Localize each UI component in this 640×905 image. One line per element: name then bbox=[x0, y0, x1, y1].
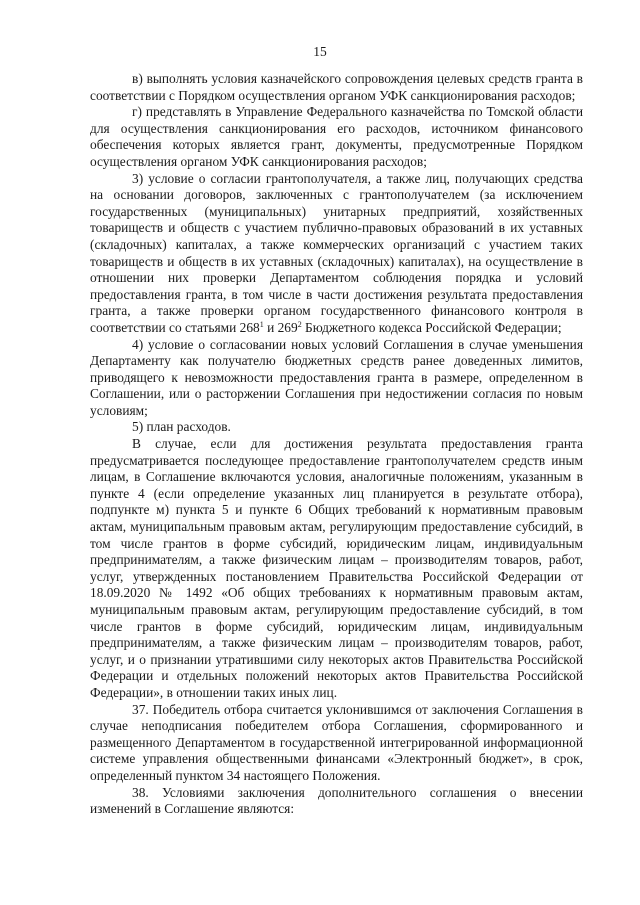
paragraph-g-submit-documents: г) представлять в Управление Федерального казначейства по Томской области для осуществления санкционирования его расходов, источником финансового обеспечения которых является грант, документы, предусмотренные Порядком осуществления органом УФК санкционирования расходов; bbox=[90, 104, 583, 169]
item3-text-start: 3) условие о согласии грантополучателя, а также лиц, получающих средства на основании договоров, заключенных с грантополучателем (за исключением государственных (муниципальных) унитарных предприятий, хозяйственных товариществ и обществ с участием публично-правовых образований в их уставных (складочных) капиталах, а также коммерческих организаций с участием таких товариществ и обществ в их уставных (складочных) капиталах), на осуществление в отношении них проверки Департаментом соблюдения порядка и условий предоставления гранта, в том числе в части достижения результата предоставления гранта, а также проверки органом государственного финансового контроля в соответствии со статьями 268 bbox=[90, 170, 583, 335]
paragraph-37-evasion: 37. Победитель отбора считается уклонившимся от заключения Соглашения в случае неподписания победителем отбора Соглашения, сформированного и размещенного Департаментом в государственной интегрированной информационной системе управления общественными финансами «Электронный бюджет», в срок, определенный пунктом 34 настоящего Положения. bbox=[90, 701, 583, 783]
paragraph-5-expense-plan: 5) план расходов. bbox=[132, 419, 231, 435]
paragraph-38-amendment-conditions: 38. Условиями заключения дополнительного соглашения о внесении изменений в Соглашение являются: bbox=[90, 784, 583, 817]
item3-superscript-2: 2 bbox=[297, 319, 302, 329]
paragraph-v-treasury-support: в) выполнять условия казначейского сопровождения целевых средств гранта в соответствии с Порядком осуществления органом УФК санкционирования расходов; bbox=[90, 71, 583, 103]
item3-superscript-1: 1 bbox=[259, 319, 264, 329]
item3-text-middle: и 269 bbox=[263, 319, 298, 335]
paragraph-3-inspection-consent bbox=[90, 171, 583, 337]
paragraph-other-persons: В случае, если для достижения результата предоставления гранта предусматривается последующее предоставление грантополучателем средств иным лицам, в Соглашение включаются условия, аналогичные положениям, указанным в пункте 4 (если определение указанных лиц планируется в результате отбора), подпункте м) пункта 5 и пункте 6 Общих требований к нормативным правовым актам, муниципальным правовым актам, регулирующим предоставление субсидий, в том числе грантов в форме субсидий, юридическим лицам, индивидуальным предпринимателям, а также физическим лицам – производителям товаров, работ, услуг, утвержденных постановлением Правительства Российской Федерации от 18.09.2020 № 1492 «Об общих требованиях к нормативным правовым актам, муниципальным правовым актам, регулирующим предоставление субсидий, в том числе грантов в форме субсидий, юридическим лицам, индивидуальным предпринимателям, а также физическим лицам – производителям товаров, работ, услуг, и о признании утратившими силу некоторых актов Правительства Российской Федерации и отдельных положений некоторых актов Правительства Российской Федерации», в отношении таких иных лиц. bbox=[90, 436, 583, 700]
document-body bbox=[90, 71, 583, 818]
paragraph-4-new-conditions: 4) условие о согласовании новых условий Соглашения в случае уменьшения Департаменту как получателю бюджетных средств ранее доведенных лимитов, приводящего к невозможности предоставления гранта в размере, определенном в Соглашении, или о расторжении Соглашения при недостижении согласия по новым условиям; bbox=[90, 336, 583, 418]
item3-text-end: Бюджетного кодекса Российской Федерации; bbox=[301, 319, 562, 335]
page-number: 15 bbox=[313, 44, 327, 59]
